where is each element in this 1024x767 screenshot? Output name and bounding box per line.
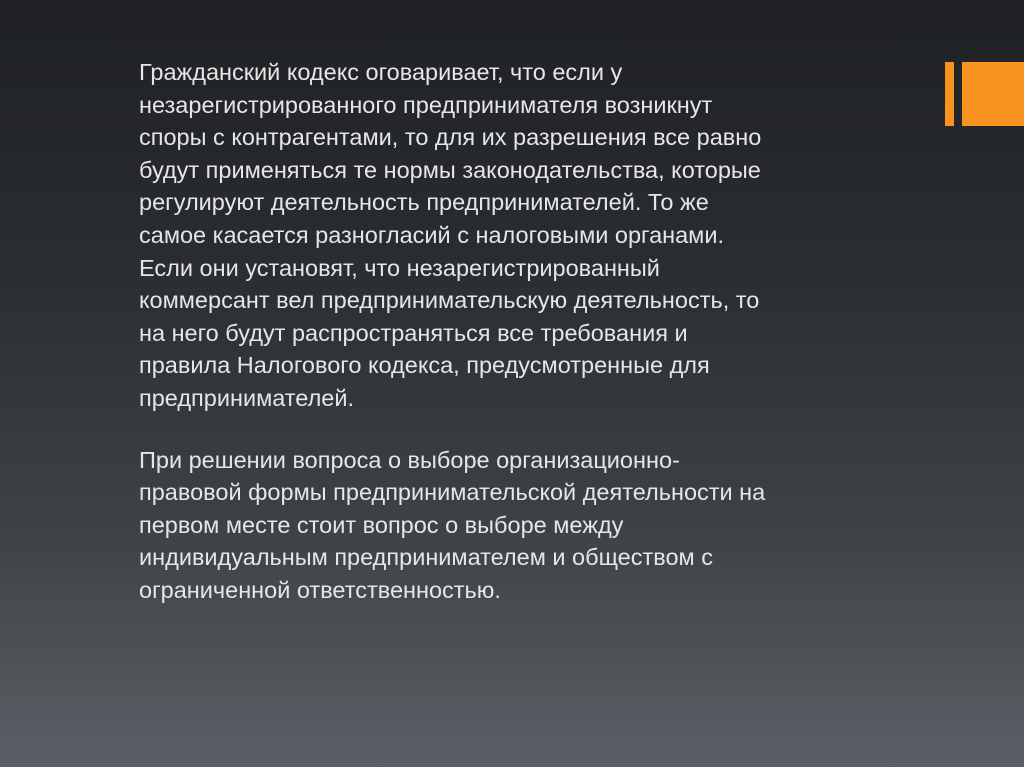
text-line: правовой формы предпринимательской деятельности на [139, 479, 766, 506]
text-line: будут применяться те нормы законодательства, которые [139, 156, 761, 183]
text-line: коммерсант вел предпринимательскую деятельность, то [139, 287, 760, 314]
text-line: правила Налогового кодекса, предусмотренные для [139, 352, 710, 379]
text-line: самое касается разногласий с налоговыми органами. [139, 221, 724, 248]
accent-bar-thick [962, 62, 1024, 126]
text-line: При решении вопроса о выборе организационно- [139, 446, 680, 473]
slide-body [139, 56, 919, 607]
text-line: на него будут распространяться все требования и [139, 319, 688, 346]
text-line: ограниченной ответственностью. [139, 576, 501, 603]
text-line: регулируют деятельность предпринимателей. То же [139, 189, 709, 216]
text-line: споры с контрагентами, то для их разрешения все равно [139, 124, 762, 151]
text-line: Если они установят, что незарегистрированный [139, 254, 660, 281]
text-line: первом месте стоит вопрос о выборе между [139, 511, 624, 538]
text-line: предпринимателей. [139, 384, 355, 411]
paragraph-1 [139, 56, 919, 415]
text-line: индивидуальным предпринимателем и обществом с [139, 544, 713, 571]
text-line: Гражданский кодекс оговаривает, что если у [139, 59, 623, 85]
text-line: незарегистрированного предпринимателя возникнут [139, 91, 713, 118]
paragraph-2 [139, 444, 919, 607]
accent-bar-thin [945, 62, 954, 126]
